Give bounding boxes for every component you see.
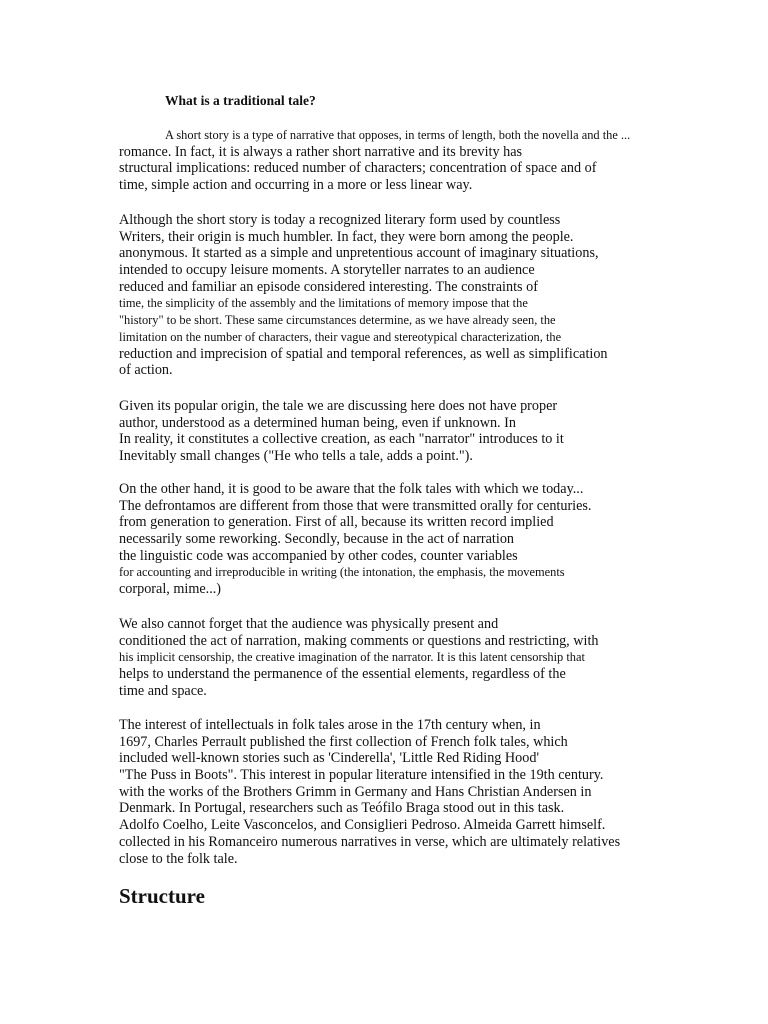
paragraph-line: The interest of intellectuals in folk tales arose in the 17th century when, in xyxy=(119,717,541,733)
paragraph-line: Given its popular origin, the tale we are discussing here does not have proper xyxy=(119,398,558,414)
document-heading: What is a traditional tale? xyxy=(165,93,316,108)
paragraph-line: romance. In fact, it is always a rather short narrative and its brevity has xyxy=(119,143,523,160)
paragraph-line: intended to occupy leisure moments. A storyteller narrates to an audience xyxy=(119,262,535,279)
paragraph-line: time, simple action and occurring in a more or less linear way. xyxy=(119,177,473,194)
paragraph-line: for accounting and irreproducible in writing (the intonation, the emphasis, the movements xyxy=(119,565,565,580)
paragraph-line: We also cannot forget that the audience was physically present and xyxy=(119,616,499,632)
paragraph-line: "The Puss in Boots". This interest in popular literature intensified in the 19th century. xyxy=(119,767,604,784)
paragraph-line: In reality, it constitutes a collective creation, as each "narrator" introduces to it xyxy=(119,431,564,448)
paragraph-line: time and space. xyxy=(119,682,207,699)
paragraph-line: "history" to be short. These same circumstances determine, as we have already seen, the xyxy=(119,313,556,328)
paragraph-3 xyxy=(119,398,659,465)
paragraph-line: author, understood as a determined human being, even if unknown. In xyxy=(119,414,516,431)
paragraph-line: included well-known stories such as 'Cinderella', 'Little Red Riding Hood' xyxy=(119,750,540,767)
paragraph-line: reduction and imprecision of spatial and temporal references, as well as simplification xyxy=(119,345,608,362)
paragraph-1 xyxy=(119,127,659,194)
paragraph-5 xyxy=(119,616,659,699)
paragraph-line: the linguistic code was accompanied by other codes, counter variables xyxy=(119,547,518,564)
paragraph-line: Denmark. In Portugal, researchers such as Teófilo Braga stood out in this task. xyxy=(119,800,565,817)
paragraph-line: Inevitably small changes ("He who tells a tale, adds a point."). xyxy=(119,448,473,465)
paragraph-line: corporal, mime...) xyxy=(119,581,222,598)
paragraph-line: helps to understand the permanence of the essential elements, regardless of the xyxy=(119,666,566,683)
paragraph-line: limitation on the number of characters, their vague and stereotypical characterization, the xyxy=(119,329,562,344)
paragraph-line: necessarily some reworking. Secondly, because in the act of narration xyxy=(119,531,515,548)
paragraph-line: anonymous. It started as a simple and unpretentious account of imaginary situations, xyxy=(119,245,599,262)
paragraph-line: The defrontamos are different from those that were transmitted orally for centuries. xyxy=(119,497,592,514)
paragraph-line: structural implications: reduced number of characters; concentration of space and of xyxy=(119,160,597,177)
paragraph-line: On the other hand, it is good to be aware that the folk tales with which we today... xyxy=(119,481,584,497)
paragraph-4 xyxy=(119,481,659,598)
paragraph-6 xyxy=(119,717,659,867)
paragraph-line: from generation to generation. First of all, because its written record implied xyxy=(119,514,554,531)
paragraph-line: of action. xyxy=(119,362,173,379)
paragraph-line: Writers, their origin is much humbler. In fact, they were born among the people. xyxy=(119,228,574,245)
paragraph-line: close to the folk tale. xyxy=(119,850,238,867)
paragraph-line: reduced and familiar an episode considered interesting. The constraints of xyxy=(119,278,538,295)
paragraph-line: Although the short story is today a recognized literary form used by countless xyxy=(119,212,561,228)
paragraph-line: with the works of the Brothers Grimm in Germany and Hans Christian Andersen in xyxy=(119,783,592,800)
paragraph-line: A short story is a type of narrative that opposes, in terms of length, both the novella and the ... xyxy=(165,128,631,142)
paragraph-2 xyxy=(119,212,659,379)
paragraph-line: Adolfo Coelho, Leite Vasconcelos, and Consiglieri Pedroso. Almeida Garrett himself. xyxy=(119,817,606,834)
paragraph-line: conditioned the act of narration, making comments or questions and restricting, with xyxy=(119,632,599,649)
paragraph-line: his implicit censorship, the creative imagination of the narrator. It is this latent censorship that xyxy=(119,650,585,665)
section-title-structure: Structure xyxy=(119,884,205,908)
paragraph-line: collected in his Romanceiro numerous narratives in verse, which are ultimately relatives xyxy=(119,833,621,850)
paragraph-line: 1697, Charles Perrault published the first collection of French folk tales, which xyxy=(119,733,568,750)
paragraph-line: time, the simplicity of the assembly and the limitations of memory impose that the xyxy=(119,296,528,311)
